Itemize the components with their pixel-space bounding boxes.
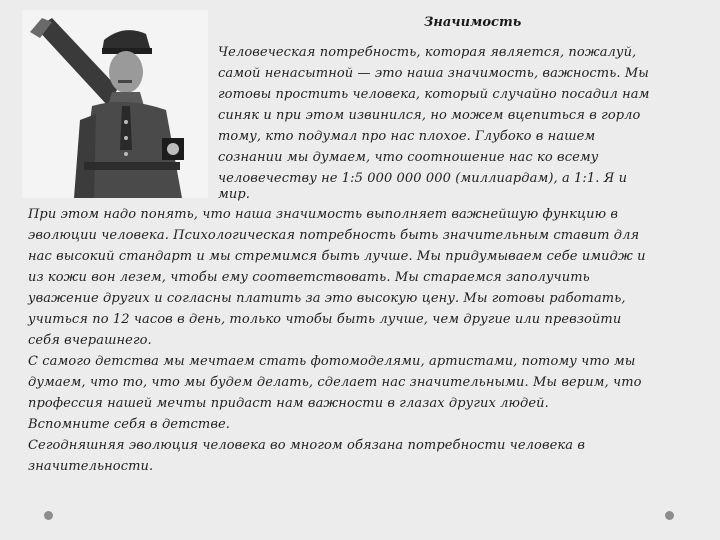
- text-line: С самого детства мы мечтаем стать фотомоделями, артистами, потому что мы: [28, 354, 636, 369]
- text-line: профессия нашей мечты придаст нам важности в глазах других людей.: [28, 396, 549, 411]
- bullet-dot-right: [665, 511, 674, 520]
- text-line: из кожи вон лезем, чтобы ему соответствовать. Мы стараемся заполучить: [28, 270, 590, 285]
- text-line: учиться по 12 часов в день, только чтобы быть лучше, чем другие или превзойти: [28, 312, 622, 327]
- text-line: готовы простить человека, который случайно посадил нам: [218, 87, 650, 102]
- text-line: эволюции человека. Психологическая потребность быть значительным ставит для: [28, 228, 640, 243]
- text-line: человечеству не 1:5 000 000 000 (миллиардам), а 1:1. Я и: [218, 171, 628, 186]
- text-line: Сегодняшняя эволюция человека во многом обязана потребности человека в: [28, 438, 586, 453]
- text-line: значительности.: [28, 459, 154, 474]
- text-line: себя вчерашнего.: [28, 333, 152, 348]
- body-paragraph: [28, 204, 646, 477]
- text-line: думаем, что то, что мы будем делать, сделает нас значительными. Мы верим, что: [28, 375, 642, 390]
- text-line: При этом надо понять, что наша значимость выполняет важнейшую функцию в: [28, 207, 619, 222]
- text-line: мир.: [218, 187, 251, 202]
- text-line: нас высокий стандарт и мы стремимся быть лучше. Мы придумываем себе имидж и: [28, 249, 646, 264]
- text-line: синяк и при этом извинился, но можем вцепиться в горло: [218, 108, 641, 123]
- text-line: Человеческая потребность, которая является, пожалуй,: [218, 45, 637, 60]
- text-line: тому, кто подумал про нас плохое. Глубоко в нашем: [218, 129, 596, 144]
- bullet-dot-left: [44, 511, 53, 520]
- text-line: уважение других и согласны платить за это высокую цену. Мы готовы работать,: [28, 291, 626, 306]
- historical-photo: [22, 10, 208, 198]
- photo-silhouette: [22, 10, 208, 198]
- text-line: сознании мы думаем, что соотношение нас ко всему: [218, 150, 599, 165]
- intro-paragraph: [218, 42, 650, 201]
- text-line: Вспомните себя в детстве.: [28, 417, 231, 432]
- slide-title: Значимость: [424, 15, 522, 30]
- text-line: самой ненасытной — это наша значимость, важность. Мы: [218, 66, 649, 81]
